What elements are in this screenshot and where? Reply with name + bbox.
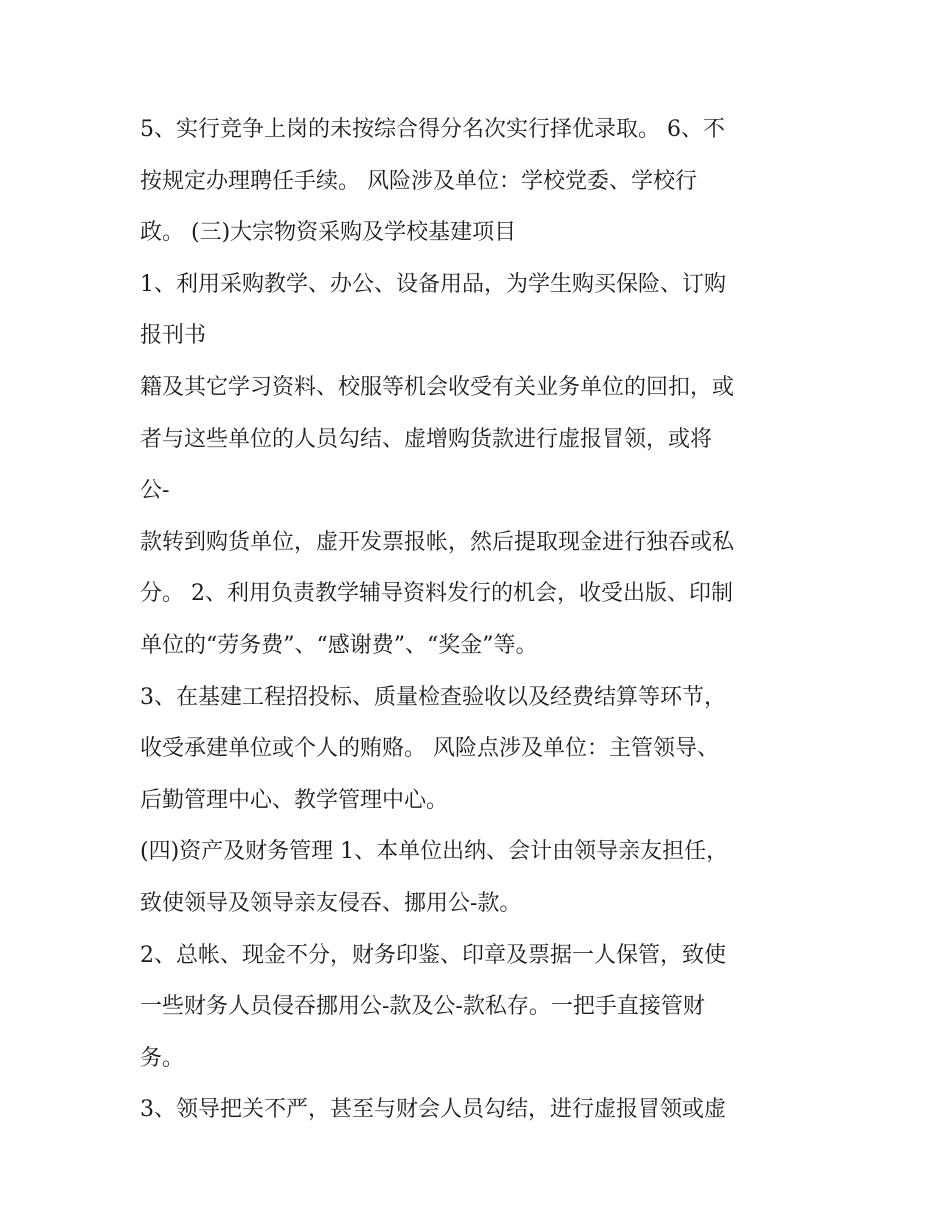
text-line: 后勤管理中心、教学管理中心。 xyxy=(140,787,449,813)
text-line: 按规定办理聘任手续。 风险涉及单位：学校党委、学校行 xyxy=(140,168,697,194)
text-line: 一些财务人员侵吞挪用公-款及公-款私存。一把手直接管财 xyxy=(140,994,705,1020)
text-line: 3、在基建工程招投标、质量检查验收以及经费结算等环节， xyxy=(140,684,726,710)
text-line: 单位的“劳务费”、“感谢费”、“奖金”等。 xyxy=(140,632,538,658)
text-line: 政。 (三)大宗物资采购及学校基建项目 xyxy=(140,220,517,246)
text-line: 务。 xyxy=(140,1045,185,1071)
text-line: 致使领导及领导亲友侵吞、挪用公-款。 xyxy=(140,890,522,916)
text-line: 分。 2、利用负责教学辅导资料发行的机会，收受出版、印制 xyxy=(140,581,733,607)
text-line: 3、领导把关不严，甚至与财会人员勾结，进行虚报冒领或虚 xyxy=(140,1097,726,1123)
text-line: 1、利用采购教学、办公、设备用品，为学生购买保险、订购 xyxy=(140,271,726,297)
text-line: 款转到购货单位，虚开发票报帐，然后提取现金进行独吞或私 xyxy=(140,529,735,555)
document-body xyxy=(140,108,830,1140)
text-line: 公- xyxy=(140,478,170,504)
text-line: 2、总帐、现金不分，财务印鉴、印章及票据一人保管，致使 xyxy=(140,942,726,968)
text-line: 5、实行竞争上岗的未按综合得分名次实行择优录取。 6、不 xyxy=(140,117,725,142)
text-line: 报刊书 xyxy=(140,323,207,349)
text-line: 者与这些单位的人员勾结、虚增购货款进行虚报冒领，或将 xyxy=(140,426,713,452)
text-line: 籍及其它学习资料、校服等机会收受有关业务单位的回扣，或 xyxy=(140,374,735,400)
text-line: 收受承建单位或个人的贿赂。 风险点涉及单位：主管领导、 xyxy=(140,736,719,762)
text-line: (四)资产及财务管理 1、本单位出纳、会计由领导亲友担任， xyxy=(140,839,729,865)
